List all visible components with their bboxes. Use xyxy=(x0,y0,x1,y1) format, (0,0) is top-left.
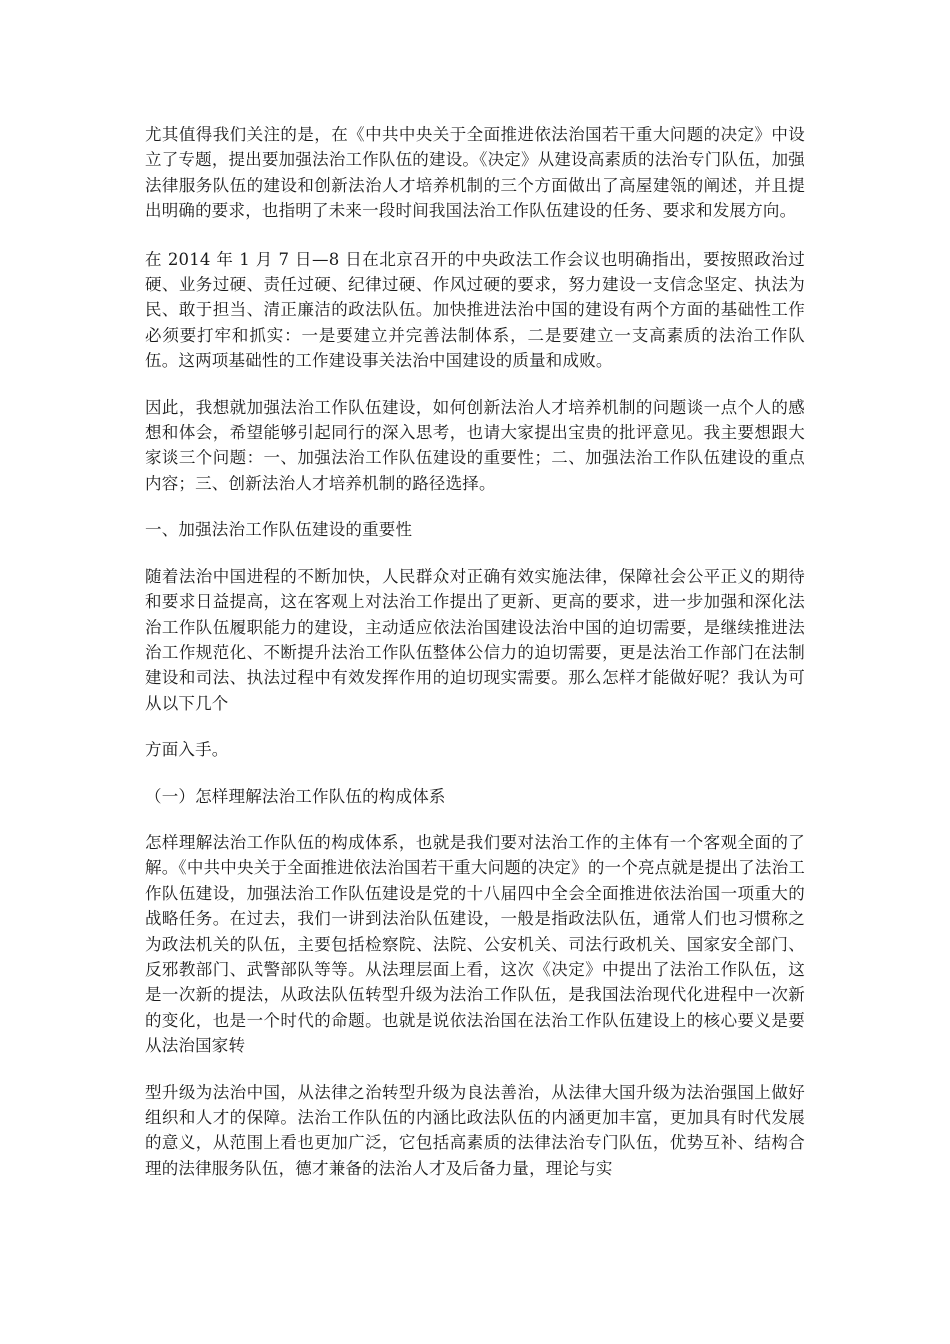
paragraph-purpose: 因此，我想就加强法治工作队伍建设，如何创新法治人才培养机制的问题谈一点个人的感想和体会，希望能够引起同行的深入思考，也请大家提出宝贵的批评意见。我主要想跟大家谈三个问题：一、加强法治工作队伍建设的重要性；二、加强法治工作队伍建设的重点内容；三、创新法治人才培养机制的路径选择。 xyxy=(145,397,805,493)
paragraph-conference: 在 2014 年 1 月 7 日—8 日在北京召开的中央政法工作会议也明确指出，要按照政治过硬、业务过硬、责任过硬、纪律过硬、作风过硬的要求，努力建设一支信念坚定、执法为民、敢于担当、清正廉洁的政法队伍。加快推进法治中国的建设有两个方面的基础性工作必须要打牢和抓实：一是要建立并完善法制体系，二是要建立一支高素质的法治工作队伍。这两项基础性的工作建设事关法治中国建设的质量和成败。 xyxy=(145,249,805,371)
subsection-heading-composition: （一）怎样理解法治工作队伍的构成体系 xyxy=(145,786,446,806)
paragraph-continuation: 方面入手。 xyxy=(145,740,229,760)
paragraph-upgrade: 型升级为法治中国，从法律之治转型升级为良法善治，从法律大国升级为法治强国上做好组织和人才的保障。法治工作队伍的内涵比政法队伍的内涵更加丰富，更加具有时代发展的意义，从范围上看也更加广泛，它包括高素质的法律法治专门队伍，优势互补、结构合理的法律服务队伍，德才兼备的法治人才及后备力量，理论与实 xyxy=(145,1082,805,1178)
paragraph-intro: 尤其值得我们关注的是，在《中共中央关于全面推进依法治国若干重大问题的决定》中设立了专题，提出要加强法治工作队伍的建设。《决定》从建设高素质的法治专门队伍，加强法律服务队伍的建设和创新法治人才培养机制的三个方面做出了高屋建瓴的阐述，并且提出明确的要求，也指明了未来一段时间我国法治工作队伍建设的任务、要求和发展方向。 xyxy=(145,125,805,221)
document-page xyxy=(145,122,805,1181)
section-heading-importance: 一、加强法治工作队伍建设的重要性 xyxy=(145,520,413,540)
paragraph-importance: 随着法治中国进程的不断加快，人民群众对正确有效实施法律，保障社会公平正义的期待和要求日益提高，这在客观上对法治工作提出了更新、更高的要求，进一步加强和深化法治工作队伍履职能力的建设，主动适应依法治国建设法治中国的迫切需要，是继续推进法治工作规范化、不断提升法治工作队伍整体公信力的迫切需要，更是法治工作部门在法制建设和司法、执法过程中有效发挥作用的迫切现实需要。那么怎样才能做好呢？我认为可从以下几个 xyxy=(145,566,805,713)
paragraph-composition: 怎样理解法治工作队伍的构成体系，也就是我们要对法治工作的主体有一个客观全面的了解。《中共中央关于全面推进依法治国若干重大问题的决定》的一个亮点就是提出了法治工作队伍建设，加强法治工作队伍建设是党的十八届四中全会全面推进依法治国一项重大的战略任务。在过去，我们一讲到法治队伍建设，一般是指政法队伍，通常人们也习惯称之为政法机关的队伍，主要包括检察院、法院、公安机关、司法行政机关、国家安全部门、反邪教部门、武警部队等等。从法理层面上看，这次《决定》中提出了法治工作队伍，这是一次新的提法，从政法队伍转型升级为法治工作队伍，是我国法治现代化进程中一次新的变化，也是一个时代的命题。也就是说依法治国在法治工作队伍建设上的核心要义是要从法治国家转 xyxy=(145,832,805,1056)
